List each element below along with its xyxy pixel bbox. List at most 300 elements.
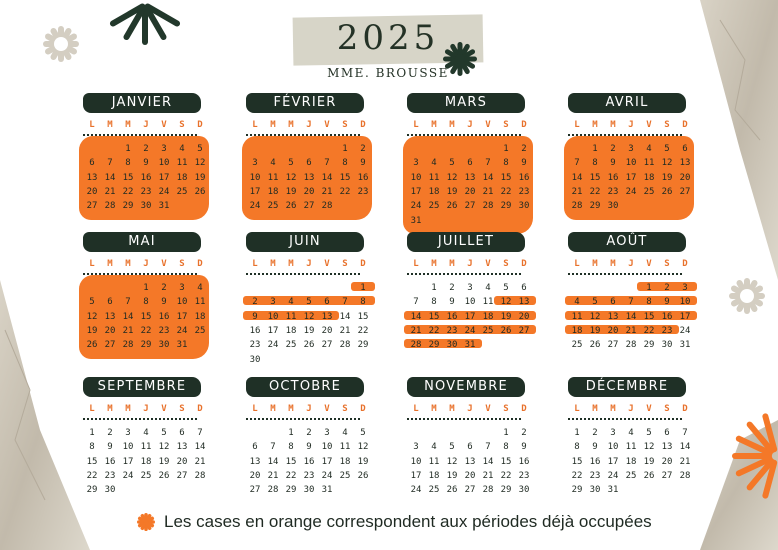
day-cell: 25 [339, 470, 351, 481]
day-cell: 9 [107, 442, 113, 453]
day-cell: 21 [410, 325, 422, 336]
day-cell: 14 [410, 311, 422, 322]
day-cell: 2 [360, 144, 366, 154]
month-8 [568, 232, 698, 372]
day-cell: 6 [521, 283, 527, 293]
day-cell: 23 [140, 186, 152, 197]
weekday-label: V [485, 404, 491, 414]
day-cell: 10 [464, 297, 476, 308]
day-cell: 11 [176, 158, 188, 169]
weekday-label: J [143, 259, 149, 269]
weekday-label: D [360, 404, 366, 414]
day-cell: 7 [107, 158, 113, 169]
day-cell: 15 [571, 456, 583, 467]
day-cell: 12 [303, 311, 315, 322]
weekday-label: S [179, 120, 185, 130]
month-title: MAI [83, 232, 201, 252]
weekday-label: V [485, 120, 491, 130]
day-cell: 25 [194, 325, 206, 336]
day-cell: 9 [592, 442, 598, 453]
day-cell: 2 [664, 283, 670, 293]
day-cell: 1 [143, 283, 149, 293]
day-cell: 13 [464, 456, 476, 467]
day-cell: 10 [122, 442, 134, 453]
day-cell: 19 [589, 325, 601, 336]
day-cell: 2 [592, 428, 598, 438]
day-cell: 15 [339, 172, 351, 183]
day-cell: 28 [410, 340, 422, 351]
weekday-label: D [521, 120, 527, 130]
month-title: MARS [407, 93, 525, 113]
day-cell: 28 [194, 470, 206, 481]
day-cell: 13 [661, 442, 673, 453]
day-cell: 3 [179, 283, 185, 293]
weekday-header [83, 404, 209, 416]
day-cell: 22 [339, 186, 351, 197]
day-cell: 10 [249, 172, 261, 183]
day-cell: 18 [482, 311, 494, 322]
day-cell: 21 [104, 186, 116, 197]
owner-name: MME. BROUSSE [327, 66, 449, 80]
day-cell: 17 [158, 172, 170, 183]
day-cell: 14 [104, 172, 116, 183]
day-cell: 25 [571, 340, 583, 351]
dotted-divider [246, 273, 360, 275]
day-cell: 17 [607, 456, 619, 467]
weekday-label: D [682, 120, 688, 130]
day-cell: 22 [643, 325, 655, 336]
weekday-label: V [324, 120, 330, 130]
weekday-label: M [125, 259, 131, 269]
weekday-header [407, 259, 533, 271]
day-cell: 28 [625, 340, 637, 351]
dark-sunburst-decoration [100, 0, 190, 50]
day-cell: 23 [158, 325, 170, 336]
day-cell: 7 [197, 428, 203, 438]
weekday-label: L [574, 120, 580, 130]
day-cell: 8 [431, 297, 437, 308]
day-cell: 4 [179, 144, 185, 154]
weekday-label: J [306, 404, 312, 414]
day-cell: 15 [589, 172, 601, 183]
day-cell: 20 [176, 456, 188, 467]
weekday-header [83, 259, 209, 271]
month-11 [407, 377, 537, 517]
day-cell: 30 [249, 354, 261, 365]
day-cell: 8 [143, 297, 149, 308]
weekday-label: L [89, 404, 95, 414]
day-cell: 21 [122, 325, 134, 336]
day-cell: 3 [628, 144, 634, 154]
day-cell: 11 [267, 172, 279, 183]
weekday-label: J [628, 120, 634, 130]
day-cell: 19 [158, 456, 170, 467]
day-cell: 6 [682, 144, 688, 154]
day-cell: 28 [321, 201, 333, 212]
weekday-label: J [143, 404, 149, 414]
weekday-label: L [413, 259, 419, 269]
day-cell: 18 [571, 325, 583, 336]
dotted-divider [568, 273, 682, 275]
dotted-divider [407, 273, 521, 275]
day-cell: 20 [518, 311, 530, 322]
day-cell: 29 [285, 485, 297, 496]
day-cell: 6 [179, 428, 185, 438]
day-cell: 15 [428, 311, 440, 322]
weekday-label: L [252, 404, 258, 414]
weekday-label: S [342, 259, 348, 269]
day-cell: 9 [252, 311, 258, 322]
month-7 [407, 232, 537, 372]
day-cell: 3 [270, 297, 276, 308]
dotted-divider [246, 418, 360, 420]
month-9 [83, 377, 213, 517]
day-cell: 7 [270, 442, 276, 453]
day-cell: 30 [518, 485, 530, 496]
day-cell: 10 [625, 158, 637, 169]
day-cell: 7 [485, 158, 491, 169]
day-cell: 4 [270, 158, 276, 169]
day-cell: 8 [342, 158, 348, 169]
day-cell: 20 [607, 325, 619, 336]
day-cell: 10 [607, 442, 619, 453]
day-cell: 20 [321, 325, 333, 336]
day-cell: 22 [589, 186, 601, 197]
day-cell: 19 [357, 456, 369, 467]
day-cell: 16 [104, 456, 116, 467]
day-cell: 18 [267, 186, 279, 197]
day-cell: 4 [143, 428, 149, 438]
weekday-label: J [467, 259, 473, 269]
day-cell: 30 [303, 485, 315, 496]
day-cell: 2 [161, 283, 167, 293]
day-cell: 26 [446, 485, 458, 496]
dotted-divider [568, 418, 682, 420]
day-cell: 2 [610, 144, 616, 154]
weekday-label: D [360, 120, 366, 130]
day-cell: 11 [140, 442, 152, 453]
day-cell: 22 [140, 325, 152, 336]
month-title: SEPTEMBRE [83, 377, 201, 397]
day-cell: 15 [357, 311, 369, 322]
weekday-header [568, 120, 694, 132]
day-cell: 21 [679, 456, 691, 467]
day-cell: 1 [360, 283, 366, 293]
day-cell: 6 [107, 297, 113, 308]
day-cell: 25 [176, 186, 188, 197]
weekday-label: D [197, 259, 203, 269]
day-cell: 8 [503, 158, 509, 169]
day-cell: 29 [357, 340, 369, 351]
day-cell: 12 [446, 172, 458, 183]
day-cell: 22 [285, 470, 297, 481]
day-cell: 14 [267, 456, 279, 467]
day-cell: 2 [143, 144, 149, 154]
day-cell: 18 [643, 172, 655, 183]
day-cell: 28 [122, 340, 134, 351]
day-cell: 26 [86, 340, 98, 351]
day-cell: 4 [342, 428, 348, 438]
weekday-label: M [125, 404, 131, 414]
orange-sunburst-decoration [728, 408, 778, 504]
weekday-label: M [431, 404, 437, 414]
day-cell: 1 [574, 428, 580, 438]
day-cell: 18 [176, 172, 188, 183]
day-cell: 6 [664, 428, 670, 438]
weekday-label: S [342, 404, 348, 414]
day-cell: 24 [410, 201, 422, 212]
day-cell: 23 [518, 186, 530, 197]
day-cell: 13 [464, 172, 476, 183]
weekday-label: D [360, 259, 366, 269]
day-cell: 23 [446, 325, 458, 336]
day-cell: 17 [267, 325, 279, 336]
day-cell: 16 [607, 172, 619, 183]
day-cell: 9 [610, 158, 616, 169]
day-cell: 14 [194, 442, 206, 453]
weekday-label: D [521, 259, 527, 269]
day-cell: 5 [646, 428, 652, 438]
day-cell: 23 [249, 340, 261, 351]
day-cell: 28 [339, 340, 351, 351]
day-cell: 10 [410, 172, 422, 183]
day-cell: 10 [158, 158, 170, 169]
day-cell: 7 [125, 297, 131, 308]
day-cell: 29 [140, 340, 152, 351]
day-cell: 1 [288, 428, 294, 438]
day-cell: 6 [467, 158, 473, 169]
day-cell: 29 [500, 201, 512, 212]
day-cell: 20 [661, 456, 673, 467]
day-cell: 9 [161, 297, 167, 308]
day-cell: 31 [607, 485, 619, 496]
day-cell: 7 [485, 442, 491, 453]
weekday-label: L [413, 404, 419, 414]
day-cell: 25 [140, 470, 152, 481]
weekday-label: V [161, 259, 167, 269]
weekday-label: M [449, 259, 455, 269]
day-cell: 11 [428, 172, 440, 183]
weekday-label: S [179, 259, 185, 269]
day-cell: 5 [197, 144, 203, 154]
day-cell: 6 [324, 297, 330, 308]
month-1 [83, 93, 213, 233]
day-cell: 6 [89, 158, 95, 169]
day-cell: 9 [521, 442, 527, 453]
month-2 [246, 93, 376, 233]
day-cell: 18 [625, 456, 637, 467]
weekday-label: J [306, 120, 312, 130]
weekday-label: V [161, 404, 167, 414]
month-10 [246, 377, 376, 517]
page-title: 2025 [336, 18, 440, 58]
day-cell: 12 [500, 297, 512, 308]
day-cell: 19 [500, 311, 512, 322]
day-cell: 7 [628, 297, 634, 308]
day-cell: 18 [194, 311, 206, 322]
day-cell: 29 [500, 485, 512, 496]
day-cell: 24 [679, 325, 691, 336]
day-cell: 17 [410, 186, 422, 197]
day-cell: 16 [518, 456, 530, 467]
day-cell: 5 [449, 442, 455, 453]
day-cell: 1 [592, 144, 598, 154]
day-cell: 18 [285, 325, 297, 336]
day-cell: 29 [571, 485, 583, 496]
weekday-label: S [503, 259, 509, 269]
day-cell: 23 [661, 325, 673, 336]
day-cell: 23 [518, 470, 530, 481]
legend-text: Les cases en orange correspondent aux périodes déjà occupées [164, 512, 652, 531]
weekday-header [407, 404, 533, 416]
day-cell: 25 [643, 186, 655, 197]
day-cell: 13 [86, 172, 98, 183]
day-cell: 28 [482, 201, 494, 212]
legend [136, 512, 652, 532]
day-cell: 13 [607, 311, 619, 322]
day-cell: 21 [339, 325, 351, 336]
day-cell: 1 [89, 428, 95, 438]
day-cell: 20 [104, 325, 116, 336]
day-cell: 5 [360, 428, 366, 438]
weekday-label: M [288, 259, 294, 269]
day-cell: 19 [285, 186, 297, 197]
day-cell: 14 [571, 172, 583, 183]
day-cell: 31 [679, 340, 691, 351]
day-cell: 9 [306, 442, 312, 453]
day-cell: 13 [321, 311, 333, 322]
day-cell: 7 [324, 158, 330, 169]
day-cell: 8 [503, 442, 509, 453]
weekday-label: M [107, 120, 113, 130]
day-cell: 21 [482, 470, 494, 481]
weekday-label: J [306, 259, 312, 269]
weekday-label: S [664, 404, 670, 414]
day-cell: 22 [428, 325, 440, 336]
weekday-label: M [610, 259, 616, 269]
month-title: JUIN [246, 232, 364, 252]
day-cell: 1 [646, 283, 652, 293]
day-cell: 3 [413, 442, 419, 453]
day-cell: 18 [428, 186, 440, 197]
day-cell: 15 [140, 311, 152, 322]
day-cell: 6 [252, 442, 258, 453]
day-cell: 24 [607, 470, 619, 481]
weekday-label: S [503, 404, 509, 414]
day-cell: 21 [571, 186, 583, 197]
month-6 [246, 232, 376, 372]
month-title: AOÛT [568, 232, 686, 252]
day-cell: 29 [643, 340, 655, 351]
month-title: JUILLET [407, 232, 525, 252]
day-cell: 26 [158, 470, 170, 481]
day-cell: 1 [503, 428, 509, 438]
day-cell: 4 [574, 297, 580, 308]
day-cell: 5 [449, 158, 455, 169]
weekday-header [246, 259, 372, 271]
month-5 [83, 232, 213, 372]
weekday-header [568, 404, 694, 416]
day-cell: 27 [464, 485, 476, 496]
day-cell: 24 [176, 325, 188, 336]
weekday-label: M [449, 404, 455, 414]
day-cell: 2 [107, 428, 113, 438]
weekday-label: L [574, 259, 580, 269]
month-12 [568, 377, 698, 517]
weekday-header [568, 259, 694, 271]
weekday-label: S [179, 404, 185, 414]
day-cell: 25 [428, 201, 440, 212]
day-cell: 1 [503, 144, 509, 154]
day-cell: 11 [428, 456, 440, 467]
day-cell: 13 [176, 442, 188, 453]
day-cell: 28 [679, 470, 691, 481]
day-cell: 18 [339, 456, 351, 467]
day-cell: 2 [521, 144, 527, 154]
day-cell: 27 [661, 470, 673, 481]
weekday-header [407, 120, 533, 132]
day-cell: 27 [176, 470, 188, 481]
day-cell: 3 [610, 428, 616, 438]
weekday-label: S [664, 120, 670, 130]
day-cell: 13 [249, 456, 261, 467]
day-cell: 30 [589, 485, 601, 496]
weekday-label: M [288, 120, 294, 130]
day-cell: 30 [446, 340, 458, 351]
day-cell: 8 [646, 297, 652, 308]
dotted-divider [407, 418, 521, 420]
day-cell: 17 [679, 311, 691, 322]
day-cell: 5 [288, 158, 294, 169]
weekday-label: M [288, 404, 294, 414]
day-cell: 4 [288, 297, 294, 308]
day-cell: 19 [194, 172, 206, 183]
day-cell: 24 [625, 186, 637, 197]
day-cell: 3 [252, 158, 258, 169]
day-cell: 4 [628, 428, 634, 438]
day-cell: 11 [571, 311, 583, 322]
day-cell: 19 [86, 325, 98, 336]
day-cell: 30 [158, 340, 170, 351]
day-cell: 8 [125, 158, 131, 169]
weekday-header [83, 120, 209, 132]
day-cell: 31 [321, 485, 333, 496]
weekday-label: S [503, 120, 509, 130]
weekday-label: V [324, 259, 330, 269]
day-cell: 30 [518, 201, 530, 212]
day-cell: 19 [643, 456, 655, 467]
day-cell: 6 [306, 158, 312, 169]
day-cell: 5 [306, 297, 312, 308]
dotted-divider [83, 418, 197, 420]
day-cell: 16 [357, 172, 369, 183]
day-cell: 29 [86, 485, 98, 496]
day-cell: 31 [158, 201, 170, 212]
weekday-label: D [682, 404, 688, 414]
day-cell: 4 [485, 283, 491, 293]
day-cell: 11 [339, 442, 351, 453]
day-cell: 6 [467, 442, 473, 453]
day-cell: 4 [646, 144, 652, 154]
weekday-label: V [485, 259, 491, 269]
day-cell: 25 [267, 201, 279, 212]
day-cell: 23 [357, 186, 369, 197]
day-cell: 9 [143, 158, 149, 169]
day-cell: 2 [306, 428, 312, 438]
day-cell: 20 [86, 186, 98, 197]
day-cell: 26 [303, 340, 315, 351]
day-cell: 2 [252, 297, 258, 308]
